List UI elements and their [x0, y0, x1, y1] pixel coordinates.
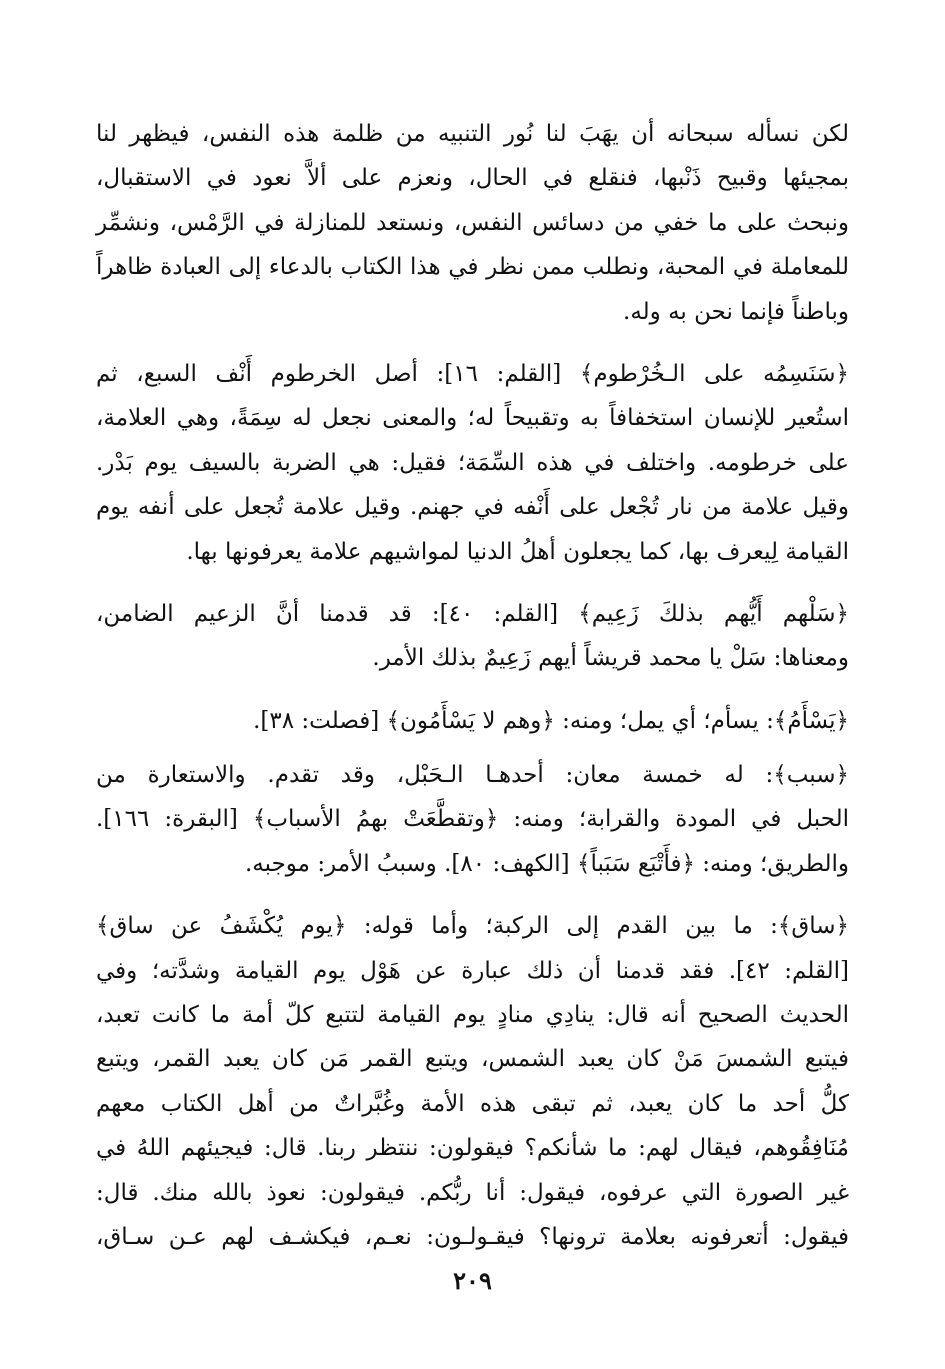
text-line: فيقول: أتعرفونه بعلامة ترونها؟ فيقـولـون: نعـم، فيكشـف لهم عـن سـاق، — [96, 1223, 849, 1250]
text-line: استُعير للإنسان استخفافاً به وتقبيحاً له؛ والمعنى نجعل له سِمَةً، وهي العلامة، — [96, 405, 849, 432]
text-line: للمعاملة في المحبة، ونطلب ممن نظر في هذا الكتاب بالدعاء إلى العبادة ظاهراً — [96, 254, 849, 281]
paragraph-entry-salhum — [96, 592, 849, 681]
text-line: والطريق؛ ومنه: ﴿فأَتْبَع سَبَباً﴾ [الكهف: ٨٠]. وسببُ الأمر: موجبه. — [245, 850, 849, 877]
text-line: الحبل في المودة والقرابة؛ ومنه: ﴿وتقطَّعَتْ بهمُ الأسباب﴾ [البقرة: ١٦٦]. — [96, 806, 849, 833]
text-line: الحديث الصحيح أنه قال: ينادِي منادٍ يوم القيامة لتتبع كلّ أمة ما كانت تعبد، — [96, 1002, 849, 1029]
text-line: وقيل علامة من نار تُجْعل على أَنْفه في جهنم. وقيل علامة تُجعل على أنفه يوم — [96, 494, 849, 521]
text-line: ونبحث على ما خفي من دسائس النفس، ونستعد للمنازلة في الرَّمْس، ونشمِّر — [96, 209, 849, 236]
text-line: لكن نسأله سبحانه أن يهَبَ لنا نُور التنبيه من ظلمة هذه النفس، فيظهر لنا — [96, 121, 849, 147]
text-line: مُنَافِقُوهم، فيقال لهم: ما شأنكم؟ فيقولون: ننتظر ربنا. قال: فيجيئهم اللهُ في — [96, 1135, 849, 1162]
text-line: ﴿ساق﴾: ما بين القدم إلى الركبة؛ وأما قوله: ﴿يوم يُكْشَفُ عن ساق﴾ — [96, 913, 849, 940]
text-line: ﴿سبب﴾: له خمسة معان: أحدهـا الـحَبْل، وقد تقدم. والاستعارة من — [96, 762, 849, 789]
text-line: ﴿سَنَسِمُه على الـخُرْطوم﴾ [القلم: ١٦]: أصل الخرطوم أَنْف السبع، ثم — [96, 360, 850, 387]
text-line: كلُّ أحد ما كان يعبد، ثم تبقى هذه الأمة وغُبَّراتٌ من أهل الكتاب معهم — [96, 1090, 849, 1117]
paragraph-entry-sabab — [96, 753, 849, 886]
text-line: [القلم: ٤٢]. فقد قدمنا أن ذلك عبارة عن هَوْل يوم القيامة وشدَّته؛ وفي — [96, 957, 849, 984]
text-line: القيامة لِيعرف بها، كما يجعلون أهلُ الدنيا لمواشيهم علامة يعرفونها بها. — [186, 538, 849, 565]
page-number: ٢٠٩ — [453, 1266, 492, 1295]
paragraph-gap — [96, 743, 849, 753]
text-line: غير الصورة التي عرفوه، فيقول: أنا ربُّكم. فيقولون: نعوذ بالله منك. قال: — [96, 1179, 849, 1206]
text-line: على خرطومه. واختلف في هذه السِّمَة؛ فقيل: هي الضربة بالسيف يوم بَدْر. — [96, 449, 849, 476]
paragraph-entry-saq — [96, 904, 849, 1259]
text-line: ﴿سَلْهم أَيُّهم بذلكَ زَعِيم﴾ [القلم: ٤٠]: قد قدمنا أنَّ الزعيم الضامن، — [96, 600, 849, 627]
paragraph-entry-yasam — [96, 699, 849, 743]
text-line: بمجيئها وقبيح ذَنْبها، فنقلع في الحال، ونعزم على ألاَّ نعود في الاستقبال، — [96, 165, 849, 192]
text-line: فيتبع الشمسَ مَنْ كان يعبد الشمس، ويتبع القمر مَن كان يعبد القمر، ويتبع — [96, 1046, 849, 1073]
text-line: وباطناً فإنما نحن به وله. — [623, 298, 849, 325]
paragraph-intro — [96, 112, 849, 334]
text-line: ﴿يَسْأَمُ﴾: يسأم؛ أي يمل؛ ومنه: ﴿وهم لا يَسْأَمُون﴾ [فصلت: ٣٨]. — [253, 707, 849, 734]
paragraph-gap — [96, 574, 849, 592]
paragraph-entry-sanasimuhu — [96, 352, 849, 574]
text-line: ومعناها: سَلْ يا محمد قريشاً أيهم زَعِيمٌ بذلك الأمر. — [372, 645, 849, 672]
paragraph-gap — [96, 681, 849, 699]
paragraph-gap — [96, 334, 849, 352]
paragraph-gap — [96, 886, 849, 904]
